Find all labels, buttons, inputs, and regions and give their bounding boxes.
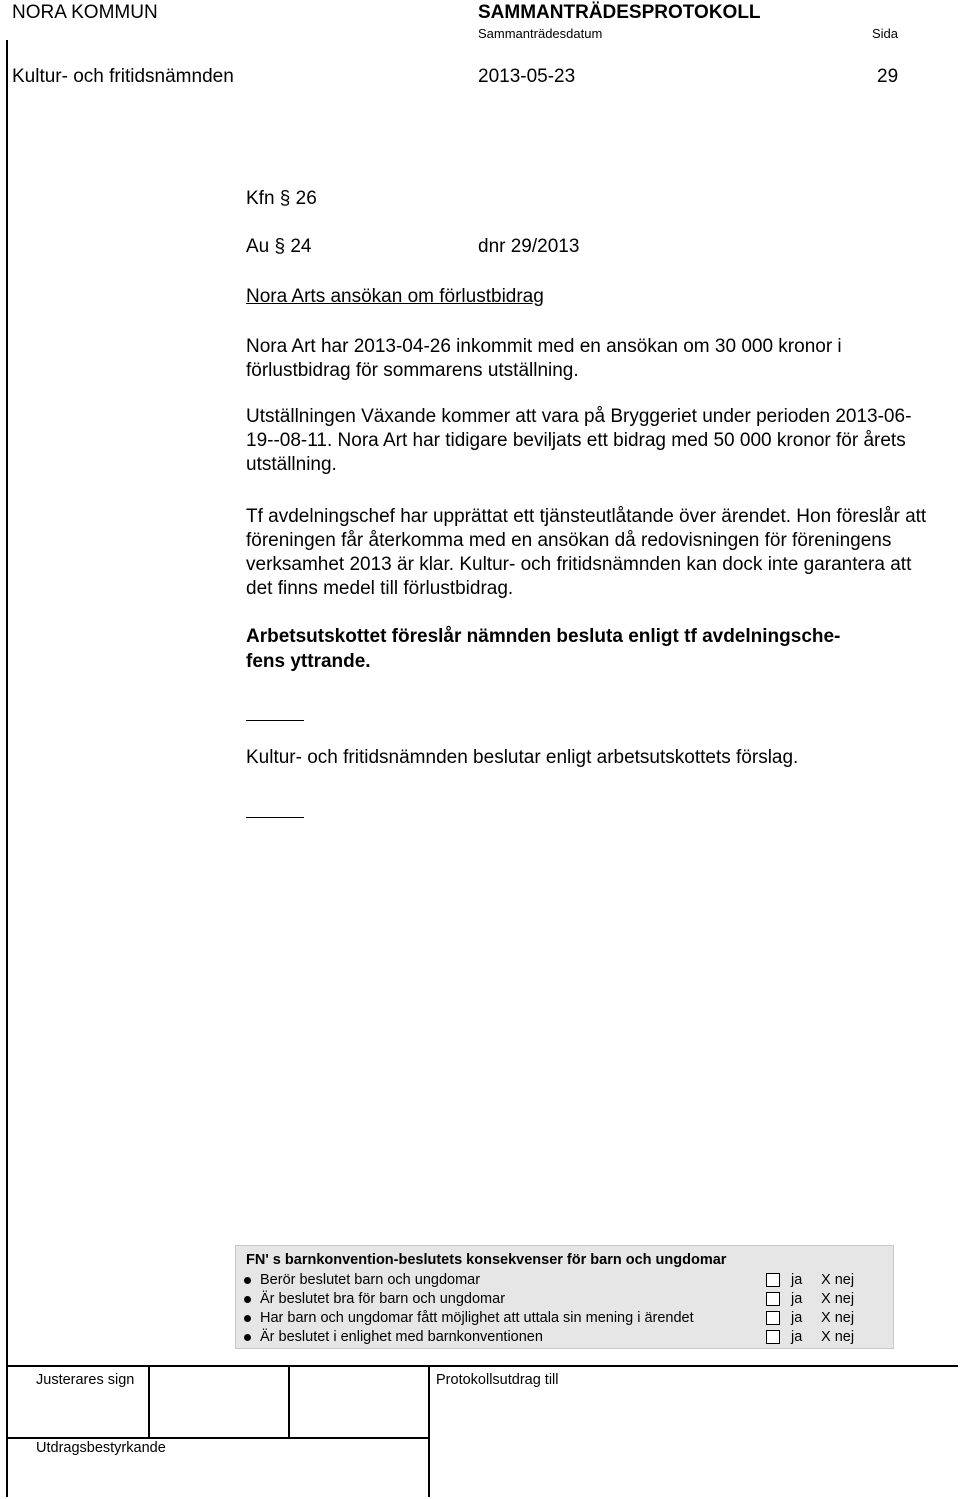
nej-answer: X nej [821,1310,855,1326]
nej-answer: X nej [821,1272,855,1288]
ja-checkbox[interactable] [766,1292,780,1306]
question-text: Berör beslutet barn och ungdomar [260,1272,481,1288]
list-item [244,1310,884,1329]
separator-line [246,720,304,721]
page-number: 29 [877,66,899,87]
extract-certification-label: Utdragsbestyrkande [36,1440,166,1456]
ja-checkbox[interactable] [766,1273,780,1287]
proposal-line-2: fens yttrande. [246,651,371,672]
paragraph-exhibition-text: Utställningen Växande kommer att vara på Bryggeriet under perioden 2013-06-19--08-11. Nora Art har tidigare beviljats ett bidrag med 50 000 kronor för årets utställning. [246,406,912,475]
au-paragraph: Au § 24 [246,236,312,257]
paragraph-application [246,335,936,383]
document-title: SAMMANTRÄDESPROTOKOLL [478,2,761,23]
meeting-date: 2013-05-23 [478,66,576,87]
nej-answer: X nej [821,1291,855,1307]
child-convention-title: FN' s barnkonvention-beslutets konsekvenser för barn och ungdomar [246,1252,727,1268]
bullet-icon [244,1296,251,1303]
paragraph-statement-text: Tf avdelningschef har upprättat ett tjänsteutlåtande över ärendet. Hon föreslår att föreningen får återkomma med en ansökan då redovisningen för föreningens verksamhet 2013 är klar. Kultur- och fritidsnämnden kan dock inte garantera att det finns medel till förlustbidrag. [246,506,927,599]
ja-label: ja [791,1291,803,1307]
ja-label: ja [791,1329,803,1345]
question-text: Är beslutet i enlighet med barnkonventionen [260,1329,543,1345]
separator-line [246,817,304,818]
kfn-paragraph: Kfn § 26 [246,188,317,209]
decision-text: Kultur- och fritidsnämnden beslutar enligt arbetsutskottets förslag. [246,747,799,768]
paragraph-application-text: Nora Art har 2013-04-26 inkommit med en ansökan om 30 000 kronor i förlustbidrag för sommarens utställning. [246,336,842,381]
diary-number: dnr 29/2013 [478,236,580,257]
child-convention-box [235,1245,894,1349]
list-item [244,1329,884,1348]
ja-checkbox[interactable] [766,1330,780,1344]
footer-divider [428,1365,430,1497]
footer-divider [288,1365,290,1437]
proposal-line-1: Arbetsutskottet föreslår nämnden besluta enligt tf avdelningsche- [246,626,841,647]
question-text: Är beslutet bra för barn och ungdomar [260,1291,506,1307]
signature-label: Justerares sign [36,1372,135,1388]
case-heading: Nora Arts ansökan om förlustbidrag [246,286,544,307]
date-label: Sammanträdesdatum [478,26,603,41]
footer-left-rule [6,1365,8,1497]
committee-name: Kultur- och fritidsnämnden [12,66,234,87]
paragraph-statement [246,505,936,601]
org-name: NORA KOMMUN [12,2,158,23]
list-item [244,1272,884,1291]
question-text: Har barn och ungdomar fått möjlighet att uttala sin mening i ärendet [260,1310,694,1326]
nej-answer: X nej [821,1329,855,1345]
ja-label: ja [791,1310,803,1326]
paragraph-exhibition [246,405,936,477]
bullet-icon [244,1334,251,1341]
left-margin-rule [6,40,8,1365]
list-item [244,1291,884,1310]
page-label: Sida [872,26,899,41]
bullet-icon [244,1315,251,1322]
ja-label: ja [791,1272,803,1288]
extract-recipients-label: Protokollsutdrag till [436,1372,559,1388]
bullet-icon [244,1277,251,1284]
footer-mid-rule [6,1437,430,1439]
ja-checkbox[interactable] [766,1311,780,1325]
footer-divider [148,1365,150,1437]
